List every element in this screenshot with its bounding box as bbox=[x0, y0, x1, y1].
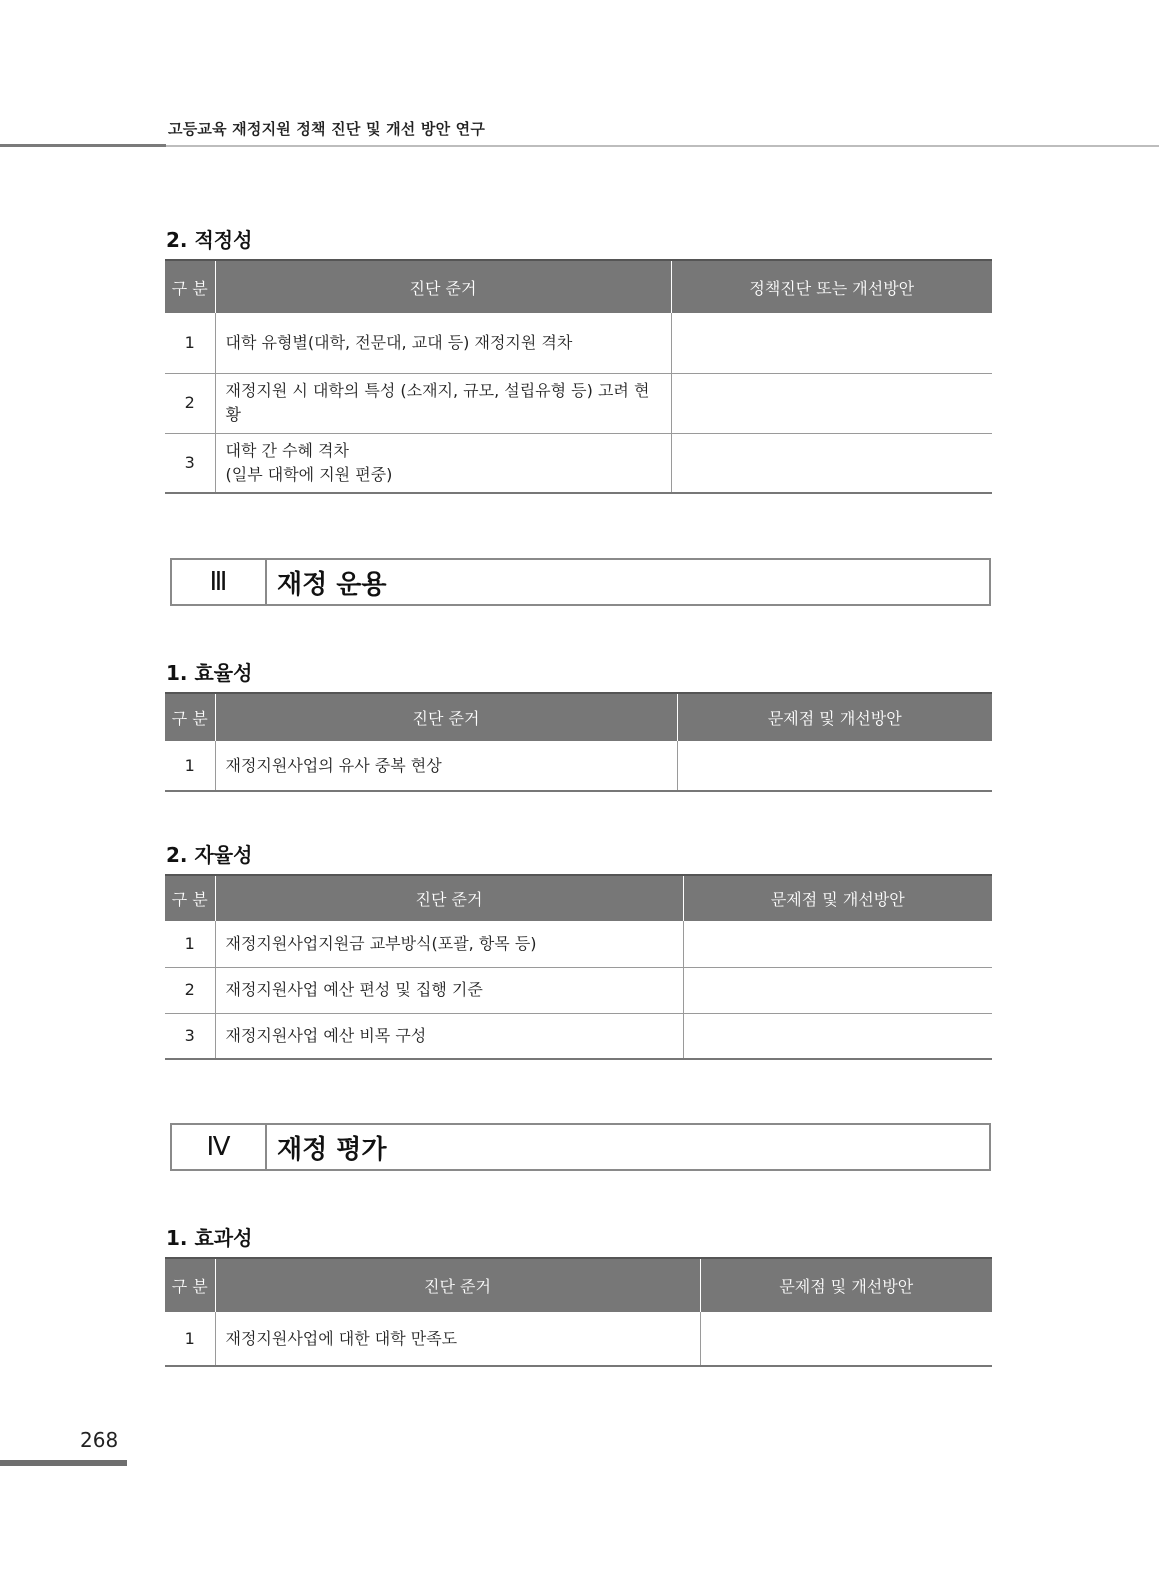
chapter-heading-3 bbox=[170, 558, 991, 606]
chapter-number: Ⅳ bbox=[172, 1125, 267, 1169]
section-title-adequacy: 2. 적정성 bbox=[166, 228, 253, 252]
criterion-cell: 재정지원사업 예산 비목 구성 bbox=[215, 1013, 683, 1059]
table-row bbox=[165, 967, 992, 1013]
criterion-cell: 재정지원사업의 유사 중복 현상 bbox=[215, 741, 677, 791]
table-row bbox=[165, 433, 992, 493]
criterion-cell: 재정지원사업에 대한 대학 만족도 bbox=[215, 1312, 700, 1366]
table-row bbox=[165, 1013, 992, 1059]
row-number: 3 bbox=[165, 433, 215, 493]
column-header: 정책진단 또는 개선방안 bbox=[671, 260, 992, 313]
effectiveness-table bbox=[165, 1257, 992, 1367]
row-number: 2 bbox=[165, 967, 215, 1013]
footer-rule bbox=[0, 1460, 127, 1466]
criterion-cell: 대학 유형별(대학, 전문대, 교대 등) 재정지원 격차 bbox=[215, 313, 671, 373]
chapter-heading-4 bbox=[170, 1123, 991, 1171]
note-cell bbox=[671, 313, 992, 373]
adequacy-table bbox=[165, 259, 992, 494]
criterion-cell: 재정지원사업지원금 교부방식(포괄, 항목 등) bbox=[215, 921, 683, 967]
running-title: 고등교육 재정지원 정책 진단 및 개선 방안 연구 bbox=[168, 120, 486, 138]
note-cell bbox=[700, 1312, 992, 1366]
column-header: 구 분 bbox=[165, 693, 215, 741]
criterion-cell: 재정지원사업 예산 편성 및 집행 기준 bbox=[215, 967, 683, 1013]
header-rule bbox=[0, 144, 166, 147]
column-header: 문제점 및 개선방안 bbox=[683, 875, 992, 921]
column-header: 구 분 bbox=[165, 260, 215, 313]
autonomy-table bbox=[165, 874, 992, 1060]
column-header: 진단 준거 bbox=[215, 693, 677, 741]
row-number: 1 bbox=[165, 313, 215, 373]
column-header: 문제점 및 개선방안 bbox=[700, 1258, 992, 1312]
section-title-efficiency: 1. 효율성 bbox=[166, 661, 253, 685]
note-cell bbox=[671, 373, 992, 433]
header-rule-light bbox=[166, 145, 1159, 147]
column-header: 구 분 bbox=[165, 875, 215, 921]
note-cell bbox=[683, 1013, 992, 1059]
row-number: 1 bbox=[165, 921, 215, 967]
criterion-cell: 재정지원 시 대학의 특성 (소재지, 규모, 설립유형 등) 고려 현황 bbox=[215, 373, 671, 433]
section-title-effectiveness: 1. 효과성 bbox=[166, 1226, 253, 1250]
table-row bbox=[165, 741, 992, 791]
efficiency-table bbox=[165, 692, 992, 792]
note-cell bbox=[683, 921, 992, 967]
table-row bbox=[165, 313, 992, 373]
table-row bbox=[165, 921, 992, 967]
column-header: 구 분 bbox=[165, 1258, 215, 1312]
column-header: 문제점 및 개선방안 bbox=[677, 693, 992, 741]
chapter-title: 재정 평가 bbox=[277, 1134, 387, 1165]
table-row bbox=[165, 373, 992, 433]
table-row bbox=[165, 1312, 992, 1366]
chapter-number: Ⅲ bbox=[172, 560, 267, 604]
row-number: 2 bbox=[165, 373, 215, 433]
row-number: 1 bbox=[165, 741, 215, 791]
row-number: 3 bbox=[165, 1013, 215, 1059]
row-number: 1 bbox=[165, 1312, 215, 1366]
column-header: 진단 준거 bbox=[215, 1258, 700, 1312]
chapter-title: 재정 운용 bbox=[277, 569, 387, 600]
criterion-cell: 대학 간 수혜 격차 (일부 대학에 지원 편중) bbox=[215, 433, 671, 493]
note-cell bbox=[671, 433, 992, 493]
note-cell bbox=[677, 741, 992, 791]
column-header: 진단 준거 bbox=[215, 260, 671, 313]
page-number: 268 bbox=[80, 1428, 119, 1452]
section-title-autonomy: 2. 자율성 bbox=[166, 843, 253, 867]
note-cell bbox=[683, 967, 992, 1013]
column-header: 진단 준거 bbox=[215, 875, 683, 921]
